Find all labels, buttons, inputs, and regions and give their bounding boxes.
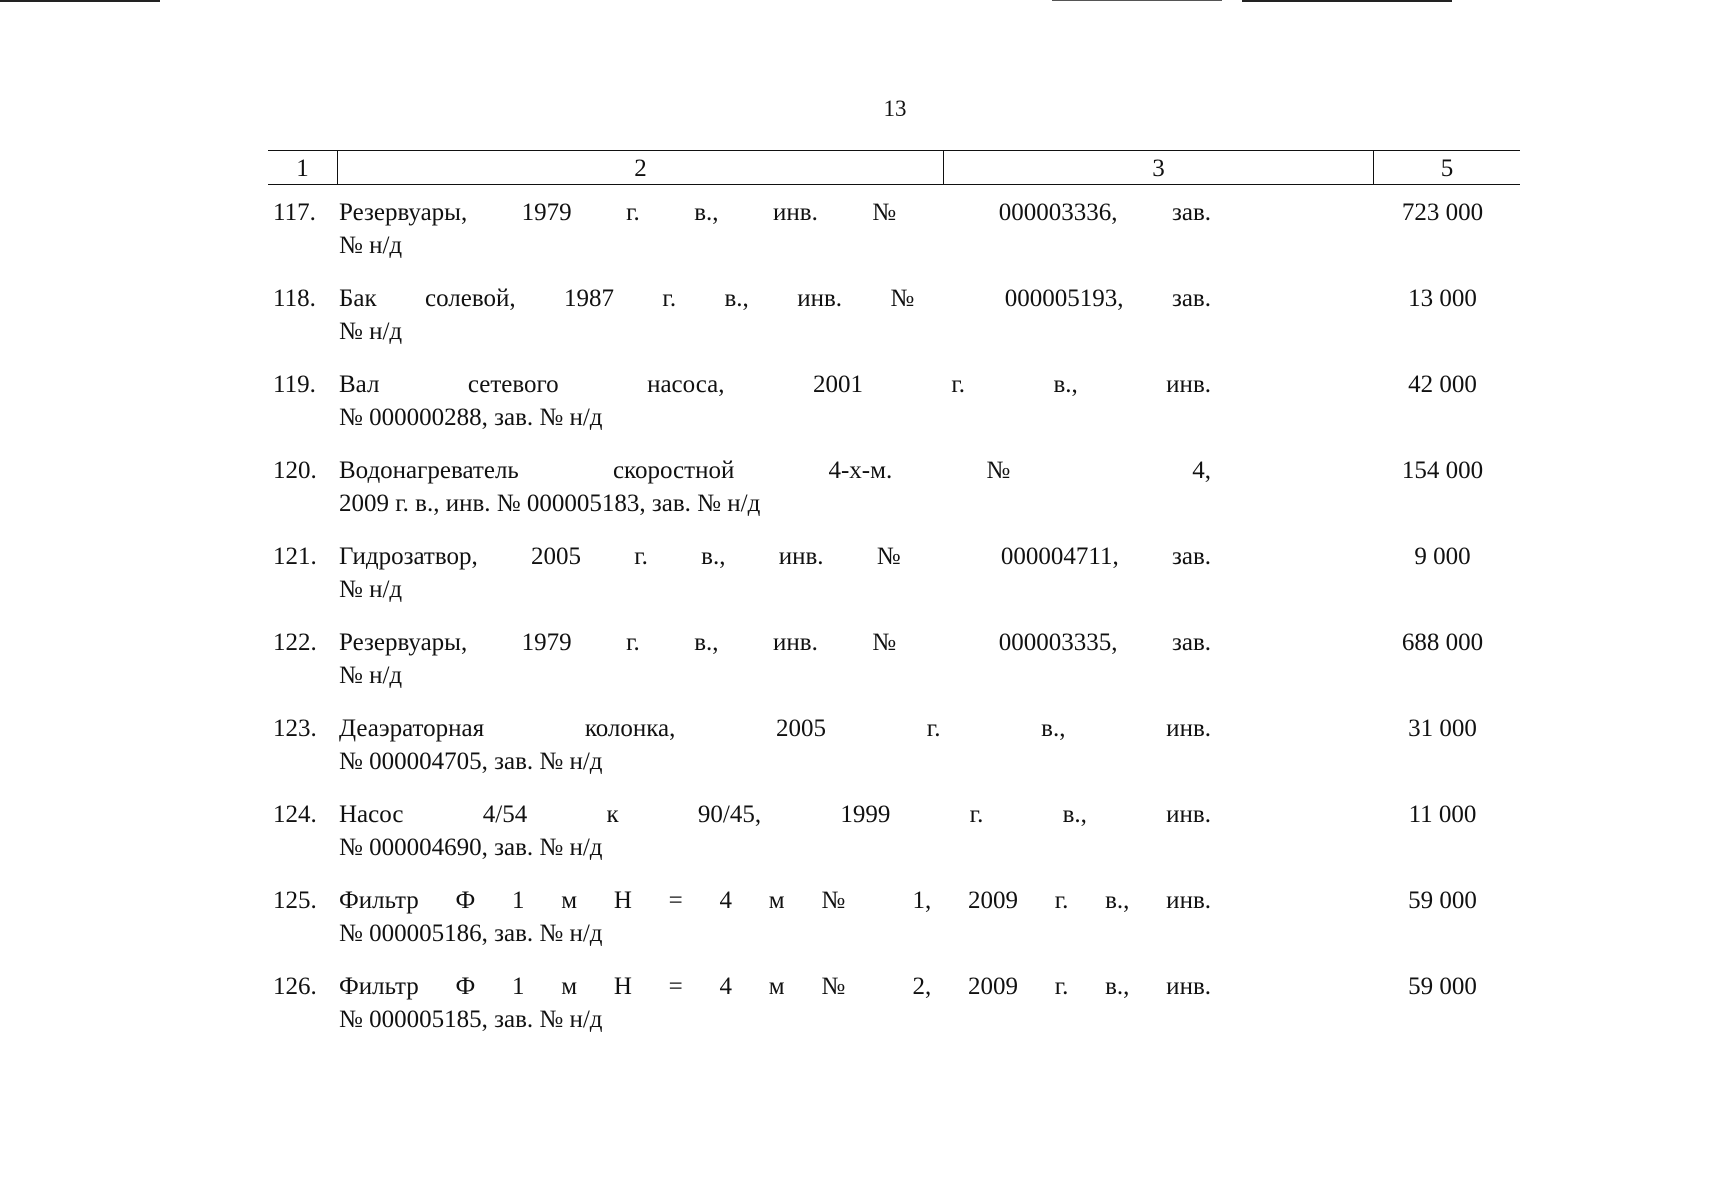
table-row	[268, 884, 1520, 970]
row-value: 688 000	[1401, 629, 1484, 656]
description-line: № 000005186, зав. № н/д	[339, 920, 603, 947]
row-number: 119.	[273, 371, 316, 398]
table-header	[268, 150, 1520, 185]
description-line: 2009 г. в., инв. № 000005183, зав. № н/д	[339, 490, 761, 517]
row-value: 154 000	[1401, 457, 1484, 484]
row-number: 124.	[273, 801, 317, 828]
row-value: 11 000	[1408, 801, 1477, 828]
row-description	[339, 454, 1211, 520]
row-description	[339, 282, 1211, 348]
table-row	[268, 196, 1520, 282]
description-line: № н/д	[339, 232, 403, 259]
row-description	[339, 884, 1211, 950]
row-number: 122.	[273, 629, 317, 656]
description-line: № 000004705, зав. № н/д	[339, 748, 603, 775]
row-value: 13 000	[1408, 285, 1477, 312]
header-col-5: 5	[1440, 155, 1454, 182]
row-description	[339, 540, 1211, 606]
row-value: 42 000	[1408, 371, 1477, 398]
description-line: № н/д	[339, 662, 403, 689]
table-row	[268, 798, 1520, 884]
description-line: Насос 4/54 к 90/45, 1999 г. в., инв.	[339, 801, 1211, 828]
row-value: 723 000	[1401, 199, 1484, 226]
description-line: Фильтр Ф 1 м Н = 4 м № 2, 2009 г. в., инв.	[339, 973, 1211, 1000]
description-line: Гидрозатвор, 2005 г. в., инв. № 000004711, зав.	[339, 543, 1211, 570]
description-line: Резервуары, 1979 г. в., инв. № 000003336, зав.	[339, 199, 1211, 226]
row-number: 117.	[273, 199, 316, 226]
row-value: 9 000	[1414, 543, 1471, 570]
description-line: № 000005185, зав. № н/д	[339, 1006, 603, 1033]
table-row	[268, 540, 1520, 626]
row-description	[339, 970, 1211, 1036]
description-line: Резервуары, 1979 г. в., инв. № 000003335, зав.	[339, 629, 1211, 656]
row-description	[339, 196, 1211, 262]
table-row	[268, 626, 1520, 712]
header-col-2: 2	[338, 151, 944, 184]
row-number: 126.	[273, 973, 317, 1000]
row-value: 31 000	[1408, 715, 1477, 742]
header-col-1: 1	[268, 151, 338, 184]
description-line: Водонагреватель скоростной 4-х-м. № 4,	[339, 457, 1211, 484]
description-line: № н/д	[339, 576, 403, 603]
row-description	[339, 798, 1211, 864]
table-row	[268, 282, 1520, 368]
row-number: 123.	[273, 715, 317, 742]
row-description	[339, 626, 1211, 692]
table-row	[268, 970, 1520, 1056]
row-number: 120.	[273, 457, 317, 484]
row-number: 121.	[273, 543, 317, 570]
scan-edge-mark-right	[1242, 0, 1452, 2]
page-number: 13	[883, 96, 907, 121]
row-value: 59 000	[1408, 887, 1477, 914]
table-row	[268, 454, 1520, 540]
scan-edge-mark-left	[0, 0, 160, 2]
description-line: № н/д	[339, 318, 403, 345]
description-line: № 000004690, зав. № н/д	[339, 834, 603, 861]
description-line: Деаэраторная колонка, 2005 г. в., инв.	[339, 715, 1211, 742]
table-row	[268, 712, 1520, 798]
row-value: 59 000	[1408, 973, 1477, 1000]
table-body	[268, 196, 1520, 1056]
row-description	[339, 368, 1211, 434]
header-col-3: 3	[944, 151, 1374, 184]
description-line: Бак солевой, 1987 г. в., инв. № 000005193, зав.	[339, 285, 1211, 312]
scan-edge-mark-right	[1052, 0, 1222, 1]
description-line: Вал сетевого насоса, 2001 г. в., инв.	[339, 371, 1211, 398]
description-line: Фильтр Ф 1 м Н = 4 м № 1, 2009 г. в., инв.	[339, 887, 1211, 914]
description-line: № 000000288, зав. № н/д	[339, 404, 603, 431]
row-description	[339, 712, 1211, 778]
row-number: 125.	[273, 887, 317, 914]
table-row	[268, 368, 1520, 454]
row-number: 118.	[273, 285, 316, 312]
